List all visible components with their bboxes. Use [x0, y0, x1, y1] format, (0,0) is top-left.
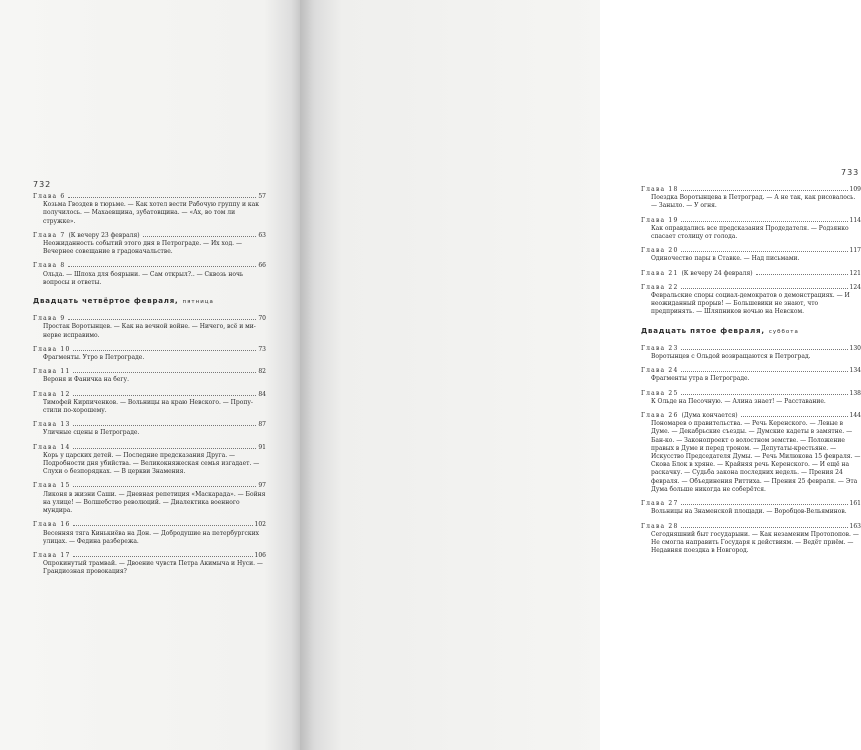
chapter-heading-line: [641, 367, 861, 375]
chapter-label: Глава 7: [33, 231, 66, 239]
chapter-heading-line: [33, 391, 266, 399]
chapter-description: Фрагменты. Утро в Петрограде.: [43, 354, 145, 362]
chapter-note: (К вечеру 24 февраля): [681, 269, 753, 277]
chapter-heading-line: [33, 368, 266, 376]
page-ref: 124: [849, 283, 861, 291]
chapter-heading-line: [33, 193, 266, 201]
chapter-label: Глава 12: [33, 390, 71, 398]
dot-leader: [73, 372, 256, 373]
dot-leader: [73, 448, 256, 449]
toc-entry: [641, 217, 861, 242]
chapter-description: Козьма Гвоздев в тюрьме. — Как хотел вести Рабочую группу и как получилось. — Махаевщина, зубатовщина. — «Ах, во том ли стружке».: [43, 201, 259, 225]
toc-entry: [33, 552, 266, 577]
chapter-label: Глава 21: [641, 269, 679, 277]
dot-leader: [681, 221, 847, 222]
section-weekday: пятница: [182, 299, 214, 306]
chapter-description: Одиночество пары в Ставке. — Над письмами.: [651, 255, 800, 263]
toc-entry: [641, 270, 861, 278]
chapter-description: Весенняя тяга Кинькиёва на Дон. — Добродушие на петербургских улицах. — Федина разбережа.: [43, 529, 260, 545]
chapter-heading-line: [641, 412, 861, 420]
toc-entry: [641, 412, 861, 494]
chapter-description: Простак Воротынцев. — Как на вечной войне. — Ничего, всё и ми-нерве исправимо.: [43, 323, 256, 339]
page-ref: 70: [258, 315, 266, 323]
toc-entry: [641, 345, 861, 361]
toc-entry: [33, 391, 266, 416]
chapter-heading-line: [641, 247, 861, 255]
toc-entry: [33, 421, 266, 437]
page-ref: 109: [849, 186, 861, 193]
page-ref: 97: [258, 482, 266, 490]
dot-leader: [681, 288, 847, 289]
chapter-heading-line: [33, 482, 266, 490]
page-ref: 66: [258, 262, 266, 270]
page-ref: 161: [849, 500, 861, 508]
toc-entry: [641, 284, 861, 317]
chapter-label: Глава 20: [641, 247, 679, 255]
section-weekday: суббота: [768, 328, 799, 335]
table-of-contents: [641, 186, 861, 561]
dot-leader: [681, 504, 847, 505]
toc-entry: [641, 186, 861, 211]
chapter-heading-line: [33, 232, 266, 240]
toc-entry: [641, 500, 861, 516]
chapter-label: Глава 8: [33, 262, 66, 270]
page-ref: 57: [258, 193, 266, 200]
section-heading: Двадцать пятое февраля, суббота: [641, 326, 799, 335]
dot-leader: [681, 349, 847, 350]
chapter-heading-line: [641, 523, 861, 531]
chapter-heading-line: [33, 521, 266, 529]
chapter-heading-line: [33, 262, 266, 270]
chapter-label: Глава 18: [641, 186, 679, 193]
dot-leader: [143, 236, 257, 237]
chapter-heading-line: [641, 500, 861, 508]
page-ref: 163: [849, 522, 861, 530]
chapter-list: [641, 345, 861, 555]
dot-leader: [73, 425, 256, 426]
right-page: [300, 0, 861, 750]
toc-entry: [33, 262, 266, 287]
chapter-description: Вероня и Фаничка на бегу.: [43, 376, 129, 384]
chapter-label: Глава 14: [33, 443, 71, 451]
chapter-description: Фрагменты утра в Петрограде.: [651, 375, 750, 383]
toc-entry: [641, 390, 861, 406]
toc-entry: [33, 346, 266, 362]
left-page: [0, 0, 300, 750]
chapter-description: Уличные сцены в Петрограде.: [43, 429, 140, 437]
chapter-description: Как оправдались все предсказания Продедателя. — Родзянко спасает столицу от голода.: [651, 224, 849, 241]
chapter-heading-line: [641, 284, 861, 292]
toc-entry: [641, 523, 861, 556]
chapter-description: Воротынцев с Ольдой возвращаются в Петроград.: [651, 353, 811, 361]
page-number: 733: [841, 168, 860, 177]
dot-leader: [73, 486, 256, 487]
chapter-description: Вольницы на Знаменской площади. — Воробцов-Вельяминов.: [651, 508, 847, 516]
chapter-description: Ликоня в жизни Саши. — Дневная репетиция «Маскарада». — Бойня на улице! — Волшебство революций. — Диалектика военного мундира.: [43, 490, 266, 515]
toc-entry: [33, 315, 266, 340]
dot-leader: [68, 319, 256, 320]
chapter-heading-line: [641, 186, 861, 194]
chapter-description: Тимофей Кирпиченков. — Вольницы на краю Невского. — Пропу-стили по-хорошему.: [43, 398, 253, 415]
chapter-label: Глава 9: [33, 315, 66, 323]
chapter-description: Ольда. — Шпоха для боярыни. — Сам открыл?.. — Сквозь ночь вопросы и ответы.: [43, 270, 244, 286]
chapter-heading-line: [641, 217, 861, 225]
chapter-label: Глава 26: [641, 412, 679, 420]
chapter-description: Поездка Воротынцева в Петроград. — А не так, как рисовалось. — Заныло. — У огня.: [651, 194, 856, 210]
toc-entry: [33, 368, 266, 384]
page-ref: 144: [849, 412, 861, 420]
dot-leader: [681, 371, 847, 372]
chapter-description: К Ольде на Песочную. — Алина знает! — Расставание.: [651, 397, 826, 405]
page-ref: 63: [258, 231, 266, 239]
dot-leader: [73, 350, 256, 351]
dot-leader: [73, 556, 252, 557]
dot-leader: [68, 266, 256, 267]
dot-leader: [681, 190, 847, 191]
dot-leader: [73, 395, 256, 396]
dot-leader: [681, 527, 847, 528]
chapter-label: Глава 24: [641, 367, 679, 375]
chapter-list: [33, 315, 266, 576]
chapter-description: Февральские споры социал-демократов о демонстрациях. — И неожиданный прорыв! — Большевики не знают, что предпринять. — Шляпников ночью на Невском.: [651, 292, 850, 316]
chapter-heading-line: [641, 345, 861, 353]
chapter-label: Глава 27: [641, 500, 679, 508]
chapter-heading-line: [33, 444, 266, 452]
chapter-list: [33, 193, 266, 287]
page-number: 732: [33, 180, 52, 189]
chapter-description: Сегодняшний быт государыни. — Как незаменим Протопопов. — Не смогла направить Государя к действиям. — Ведёт приём. — Недавняя поездка в Новгород.: [651, 530, 859, 555]
table-of-contents: [33, 193, 266, 583]
page-ref: 138: [849, 389, 861, 397]
chapter-heading-line: [33, 421, 266, 429]
page-ref: 117: [849, 247, 861, 255]
dot-leader: [681, 251, 847, 252]
toc-entry: [33, 482, 266, 515]
page-ref: 84: [258, 390, 266, 398]
chapter-heading-line: [33, 315, 266, 323]
chapter-label: Глава 11: [33, 368, 71, 376]
section-title: Двадцать четвёртое февраля: [33, 297, 176, 306]
chapter-label: Глава 10: [33, 345, 71, 353]
toc-entry: [33, 193, 266, 226]
chapter-description: Корь у царских детей. — Последние предсказания Друга. — Подробности дня убийства. — Великокняжеская семья изгадает. — Слухи о безпорядках. — В церкви Знамения.: [43, 451, 260, 476]
chapter-description: Неожиданность событий этого дня в Петрограде. — Их ход. — Вечернее совещание в градоначальстве.: [43, 240, 242, 256]
section-heading: Двадцать четвёртое февраля, пятница: [33, 297, 214, 306]
toc-entry: [641, 367, 861, 383]
chapter-list: [641, 186, 861, 317]
page-ref: 73: [258, 345, 266, 353]
dot-leader: [681, 394, 847, 395]
page-ref: 91: [258, 443, 266, 451]
page-ref: 87: [258, 421, 266, 429]
chapter-label: Глава 28: [641, 522, 679, 530]
toc-entry: [641, 247, 861, 263]
chapter-label: Глава 17: [33, 551, 71, 559]
chapter-label: Глава 25: [641, 389, 679, 397]
chapter-label: Глава 22: [641, 283, 679, 291]
page-ref: 121: [849, 269, 861, 277]
toc-entry: [33, 232, 266, 257]
dot-leader: [68, 197, 256, 198]
page-ref: 82: [258, 368, 266, 376]
page-ref: 114: [849, 216, 861, 224]
chapter-label: Глава 15: [33, 482, 71, 490]
chapter-label: Глава 6: [33, 193, 66, 200]
chapter-heading-line: [641, 270, 861, 278]
chapter-label: Глава 16: [33, 521, 71, 529]
chapter-note: (Дума кончается): [681, 412, 738, 420]
chapter-description: Опрокинутый трамвай. — Двоение чувств Петра Акимыча и Нуси. — Грандиозная провокация?: [43, 560, 263, 576]
dot-leader: [73, 525, 252, 526]
toc-entry: [33, 521, 266, 546]
section-title: Двадцать пятое февраля: [641, 326, 762, 335]
chapter-note: (К вечеру 23 февраля): [68, 231, 140, 239]
page-ref: 106: [254, 551, 266, 559]
page-ref: 130: [849, 344, 861, 352]
chapter-label: Глава 13: [33, 421, 71, 429]
dot-leader: [741, 416, 848, 417]
chapter-label: Глава 19: [641, 216, 679, 224]
chapter-heading-line: [33, 346, 266, 354]
chapter-heading-line: [33, 552, 266, 560]
chapter-description: Пономарев о правительства. — Речь Керенского. — Левые в Думе. — Декабрьские съезды. — Думские кадеты в замятне. — Бан-ко. — Законопроект о волостном земстве. — Положение правых в Думе и перед троном. — Депутаты-крестьяне. — Искусство Председателя Думы. — Речь Милюкова 15 февраля. — Скова Блок в хряне. — Крайняя речь Керенского. — И ещё на раскачку. — Судьба закона последних недель. — Прения 24 февраля. — Объединения Риттиха. — Прения 25 февраля. — Эта Дума больше никогда не соберётся.: [651, 420, 861, 493]
toc-entry: [33, 444, 266, 477]
page-ref: 102: [254, 521, 266, 529]
dot-leader: [756, 274, 848, 275]
chapter-heading-line: [641, 390, 861, 398]
chapter-label: Глава 23: [641, 344, 679, 352]
page-ref: 134: [849, 367, 861, 375]
